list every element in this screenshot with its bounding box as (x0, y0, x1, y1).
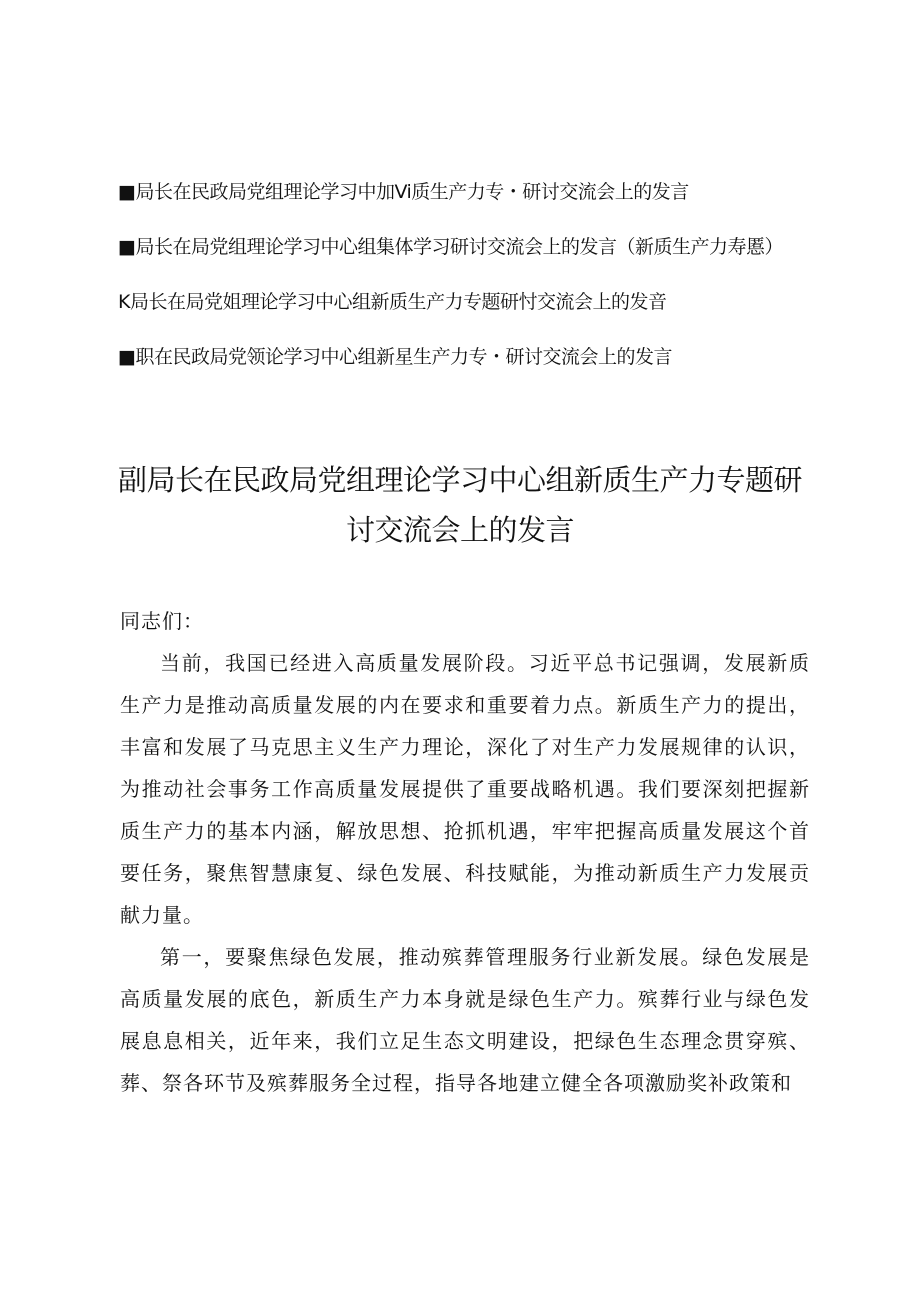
title-line-1: 副局长在民政局党组理论学习中心组新质生产力专题研 (117, 463, 802, 497)
toc-item[interactable]: ■职在民政局党领论学习中心组新星生产力专・研讨交流会上的发言 (118, 346, 672, 368)
toc-item[interactable]: ■局长在局党组理论学习中心组集体学习研讨交流会上的发言（新质生产力寿慝） (118, 236, 783, 258)
body-paragraph: 当前，我国已经进入高质量发展阶段。习近平总书记强调，发展新质生产力是推动高质量发展的内在要求和重要着力点。新质生产力的提出，丰富和发展了马克思主义生产力理论，深化了对生产力发展规律的认识，为推动社会事务工作高质量发展提供了重要战略机遇。我们要深刻把握新质生产力的基本内涵，解放思想、抢抓机遇，牢牢把握高质量发展这个首要任务，聚焦智慧康复、绿色发展、科技赋能，为推动新质生产力发展贡献力量。 (120, 651, 810, 927)
body-paragraph: 第一，要聚焦绿色发展，推动殡葬管理服务行业新发展。绿色发展是高质量发展的底色，新质生产力本身就是绿色生产力。殡葬行业与绿色发展息息相关，近年来，我们立足生态文明建设，把绿色生态理念贯穿殡、葬、祭各环节及殡葬服务全过程，指导各地建立健全各项激励奖补政策和 (120, 945, 810, 1095)
document-title (100, 455, 820, 555)
toc-item[interactable]: ■局长在民政局党组理论学习中加Vi质生产力专・研讨交流会上的发言 (118, 181, 689, 203)
title-line-2: 讨交流会上的发言 (345, 513, 574, 547)
greeting: 同志们： (120, 609, 204, 633)
table-of-contents (118, 176, 838, 396)
document-body (120, 600, 810, 1104)
toc-item[interactable]: K局长在局党姐理论学习中心组新质生产力专题研忖交流会上的发音 (118, 291, 667, 313)
